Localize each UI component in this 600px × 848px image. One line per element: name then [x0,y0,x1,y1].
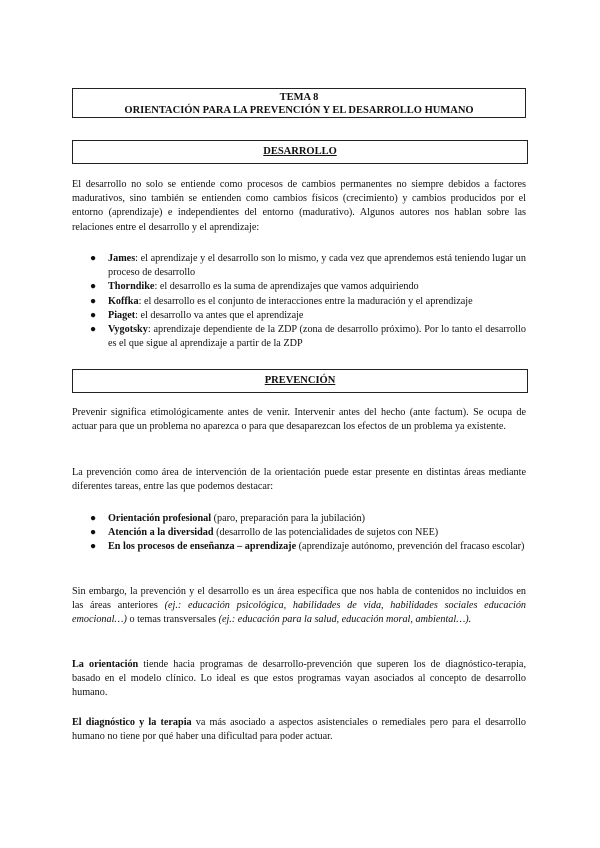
bullet-icon: ● [90,513,97,524]
author-name: James [108,253,136,264]
prevencion-paragraph-3 [72,585,526,628]
p3-examples-2: (ej.: educación para la salud, educación moral, ambiental…). [218,614,472,626]
section-heading-prevencion: PREVENCIÓN [264,375,336,386]
bullet-icon: ● [90,309,97,321]
list-item [72,295,526,309]
author-name: Vygotsky [108,324,148,336]
list-item [72,323,526,351]
area-name: Orientación profesional [108,513,212,524]
area-text: (aprendizaje autónomo, prevención del fracaso escolar) [296,541,525,553]
bullet-icon: ● [90,541,97,553]
prevencion-paragraph-4 [72,658,526,701]
author-name: Piaget [108,309,136,321]
section-heading-box-prevencion [72,369,528,393]
topic-number: TEMA 8 [279,92,319,103]
list-item [72,540,526,554]
list-item [72,512,526,526]
author-text: : aprendizaje dependiente de la ZDP (zona de desarrollo próximo). Por lo tanto el desarrollo es el que sigue al aprendizaje a partir de la ZDP [108,324,526,350]
bullet-icon: ● [90,253,97,264]
p5-text: va más asociado a aspectos asistenciales o remediales pero para el desarrollo humano no tiene por qué haber una dificultad para poder actuar. [72,717,526,743]
area-text: (paro, preparación para la jubilación) [211,513,365,524]
author-text: : el desarrollo es la suma de aprendizajes que vamos adquiriendo [154,281,419,293]
desarrollo-intro: El desarrollo no solo se entiende como procesos de cambios permanentes no siempre debidos a factores madurativos, sino también se entienden como cambios físicos (crecimiento) y cambios producidos por el entorno (aprendizaje) e independientes del entorno (madurativo). Algunos autores nos hablan sobre las relaciones entre el desarrollo y el aprendizaje: [72,179,526,233]
areas-list [72,512,526,555]
p5-lead: El diagnóstico y la terapia [72,717,192,728]
area-name: En los procesos de enseñanza – aprendizaje [108,541,297,553]
section-heading-desarrollo: DESARROLLO [263,146,337,157]
bullet-icon: ● [90,324,97,336]
title-box [72,88,526,118]
area-text: (desarrollo de las potencialidades de sujetos con NEE) [213,527,439,539]
bullet-icon: ● [90,527,97,539]
area-name: Atención a la diversidad [108,527,214,539]
p3-start: Sin embargo, la prevención y el desarrollo es un área específica que nos habla de contenidos no incluidos en las áreas anteriores [72,586,526,612]
authors-list [72,252,526,351]
page-title: ORIENTACIÓN PARA LA PREVENCIÓN Y EL DESARROLLO HUMANO [124,105,474,116]
list-item [72,280,526,294]
section-heading-box-desarrollo [72,140,528,164]
author-text: : el aprendizaje y el desarrollo son lo mismo, y cada vez que aprendemos está teniendo lugar un proceso de desarrollo [108,253,526,279]
list-item [72,526,526,540]
author-text: : el desarrollo es el conjunto de interacciones entre la maduración y el aprendizaje [138,295,473,307]
p4-lead: La orientación [72,659,139,670]
prevencion-paragraph-1: Prevenir significa etimológicamente antes de venir. Intervenir antes del hecho (ante factum). Se ocupa de actuar para que un problema no aparezca o para que desaparezcan los efectos de un problema ya existente. [72,407,526,433]
author-text: : el desarrollo va antes que el aprendizaje [135,309,304,321]
bullet-icon: ● [90,281,97,293]
p4-text: tiende hacia programas de desarrollo-prevención que superen los de diagnóstico-terapia, basado en el modelo clínico. Lo ideal es que estos programas vayan asociados al concepto de desarrollo humano. [72,659,526,699]
author-name: Thorndike [108,281,155,293]
p3-examples-1: (ej.: educación psicológica, habilidades de vida, habilidades sociales educación emocional…) [72,600,527,626]
prevencion-paragraph-5 [72,716,526,744]
list-item [72,309,526,323]
p3-mid: o temas transversales [126,614,219,626]
prevencion-paragraph-2: La prevención como área de intervención de la orientación puede estar presente en distintas áreas mediante diferentes tareas, entre las que podemos destacar: [72,467,526,493]
bullet-icon: ● [90,295,97,307]
list-item [72,252,526,280]
author-name: Koffka [108,295,139,307]
